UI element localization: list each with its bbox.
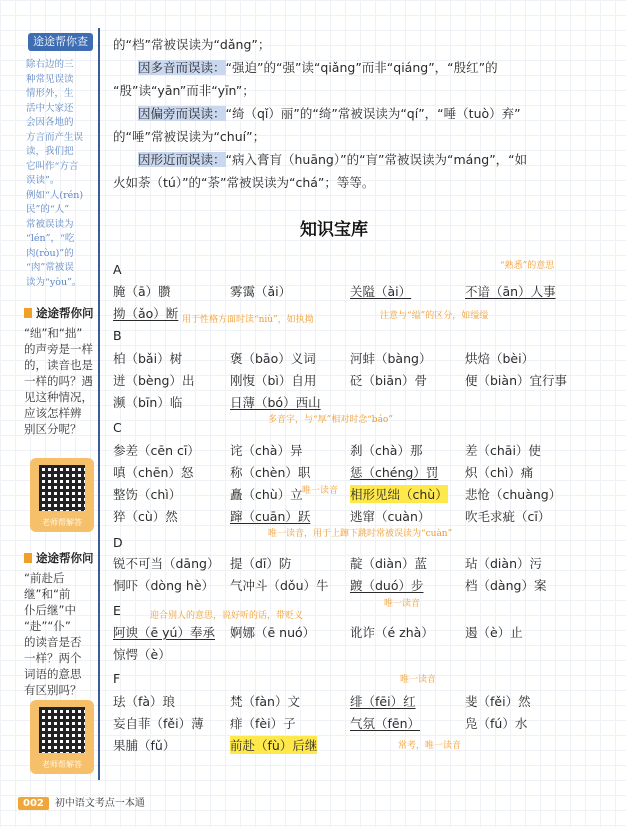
text-line: 除右边的三 [26, 59, 74, 70]
text-line: 的，读音也是 [24, 358, 93, 372]
text-line: 继”和“前 [24, 587, 71, 601]
word-entry: 阿谀（ē yú）奉承 [113, 625, 215, 640]
text-line: 种常见误读 [26, 73, 74, 85]
page-footer [18, 794, 145, 810]
book-title: 初中语文考点一本通 [54, 798, 145, 809]
text-line: 误读”。 [26, 175, 60, 186]
word-entry: 称（chèn）职 [230, 465, 311, 480]
annotation: 唯一读音 [400, 675, 437, 685]
word-entry: 讹诈（é zhà） [350, 625, 434, 640]
text-line: 别区分呢？ [24, 422, 82, 436]
word-entry: 惊愕（è） [113, 647, 171, 662]
annotation: 多音字，与“厚”相对时念“báo” [268, 415, 393, 425]
word-entry: 参差（cēn cī） [113, 443, 200, 458]
text-line: “赴”“仆” [24, 619, 71, 633]
intro-line: 因多音而误读：“强迫”的“强”读“qiǎng”而非“qiáng”，“殷红”的 [138, 60, 498, 75]
word-entry: 烘焙（bèi） [465, 351, 535, 366]
word-entry: 腌（ā）臜 [113, 284, 171, 299]
text-line: “lén”，“吃 [26, 233, 75, 244]
word-entry: 踱（duó）步 [350, 578, 424, 593]
section-letter: B [113, 328, 122, 343]
word-entry: 整饬（chì） [113, 487, 182, 502]
text-line: 情形外，生 [26, 88, 74, 99]
word-entry: 斐（fěi）然 [465, 694, 531, 709]
qr-caption: 老师帮解答 [42, 518, 82, 527]
word-entry: 不谙（ān）人事 [465, 284, 556, 299]
word-entry: 气冲斗（dǒu）牛 [230, 578, 329, 593]
sidebar-handwritten-note [26, 58, 96, 290]
annotation: 唯一读音 [302, 486, 339, 496]
flag-icon [24, 553, 32, 563]
word-entry: 锐不可当（dāng） [113, 556, 220, 571]
section-letter: C [113, 420, 122, 435]
text-line: 词语的意思 [24, 667, 82, 681]
word-entry: 褒（bāo）义词 [230, 351, 316, 366]
category-tag: 因偏旁而误读： [138, 106, 226, 121]
word-entry: 矗（chù）立 [230, 487, 303, 502]
qr-caption: 老师帮解答 [42, 760, 82, 769]
word-entry: 气氛（fēn） [350, 716, 421, 731]
intro-line: 火如荼（tú）”的“荼”常被误读为“chá”；等等。 [113, 175, 375, 190]
text-line: 仆后继”中 [24, 603, 76, 617]
word-entry: 相形见绌（chù） [350, 487, 448, 502]
word-entry: 吹毛求疵（cī） [465, 509, 551, 524]
word-entry: 诧（chà）异 [230, 443, 303, 458]
word-entry: 柏（bǎi）树 [113, 351, 183, 366]
word-entry: 河蚌（bàng） [350, 351, 432, 366]
text-line: 方言而产生误 [26, 131, 84, 143]
text-line: 的声旁是一样 [24, 342, 93, 356]
ask-box-1 [24, 305, 96, 437]
annotation: 常考，唯一读音 [398, 741, 462, 751]
word-entry: 凫（fú）水 [465, 716, 528, 731]
word-entry: 雾霭（ǎi） [230, 284, 292, 299]
word-entry: 惩（chéng）罚 [350, 465, 439, 480]
text-line: 的读音是否 [24, 635, 82, 649]
ask-question [24, 325, 96, 437]
intro-line: 的“唾”常被误读为“chuí”； [113, 129, 266, 144]
annotation: 唯一读音 [384, 599, 421, 609]
word-entry: 珐（fà）琅 [113, 694, 176, 709]
text-line: “绌”和“拙” [24, 326, 83, 340]
ask-question [24, 570, 96, 698]
text-line: 一样？两个 [24, 651, 82, 665]
text-line: 应该怎样辨 [24, 406, 82, 420]
word-entry: 悲怆（chuàng） [465, 487, 562, 502]
word-entry: 关隘（ài） [350, 284, 412, 299]
annotation: 注意与“缢”的区分，如缢缢 [380, 311, 489, 321]
annotation: 迎合别人的意思，说好听的话，带贬义 [150, 611, 304, 621]
text-line: “肉”常被误 [26, 262, 74, 273]
word-entry: 迸（bèng）出 [113, 373, 195, 388]
qr-code[interactable] [30, 458, 94, 532]
text-line: 例如“人(rén) [26, 189, 84, 201]
section-title: 知识宝库 [300, 220, 368, 240]
intro-line: “殷”读“yān”而非“yīn”； [113, 83, 255, 98]
page-number: 002 [18, 797, 49, 810]
qr-code-icon [39, 465, 85, 511]
word-entry: 砭（biān）骨 [350, 373, 427, 388]
text-line: 肉(ròu)”的 [26, 247, 74, 259]
category-tag: 因多音而误读： [138, 60, 226, 75]
text-line: 读为“yòu”。 [26, 276, 82, 288]
word-entry: 日薄（bó）西山 [230, 395, 321, 410]
flag-icon [24, 308, 32, 318]
annotation: 唯一读音，用于上蹿下跳时常被误读为“cuàn” [268, 529, 453, 539]
word-entry: 拗（ǎo）断 [113, 306, 179, 321]
word-entry: 前赴（fù）后继 [230, 738, 318, 753]
text-line: 民”的“人” [26, 204, 70, 215]
word-entry: 遏（è）止 [465, 625, 523, 640]
sidebar-divider [98, 28, 100, 780]
intro-line: 的“档”常被误读为“dǎng”； [113, 37, 271, 52]
text-line: 有区别吗？ [24, 683, 82, 697]
word-entry: 嗔（chēn）怒 [113, 465, 194, 480]
ask-box-2 [24, 550, 96, 698]
text-line: 见这种情况， [24, 390, 93, 404]
text-line: “前赴后 [24, 571, 65, 585]
word-entry: 差（chāi）使 [465, 443, 541, 458]
text-line: 常被误读为 [26, 218, 74, 230]
section-letter: E [113, 603, 121, 618]
section-letter: A [113, 262, 122, 277]
ask-title: 途途帮你问 [36, 306, 94, 320]
word-entry: 玷（diàn）污 [465, 556, 542, 571]
word-entry: 逃窜（cuàn） [350, 509, 431, 524]
word-entry: 蹿（cuān）跃 [230, 509, 311, 524]
text-line: 会因各地的 [26, 117, 74, 128]
annotation: 用于性格方面时读“niù”，如执拗 [182, 315, 314, 325]
word-entry: 靛（diàn）蓝 [350, 556, 427, 571]
word-entry: 果脯（fǔ） [113, 738, 176, 753]
word-entry: 刚愎（bì）自用 [230, 373, 317, 388]
word-entry: 猝（cù）然 [113, 509, 178, 524]
word-entry: 妄自菲（fěi）薄 [113, 716, 204, 731]
text-line: 读，我们把 [26, 146, 74, 157]
word-entry: 痱（fèi）子 [230, 716, 296, 731]
word-entry: 提（dī）防 [230, 556, 292, 571]
word-entry: 婀娜（ē nuó） [230, 625, 316, 640]
category-tag: 因形近而误读： [138, 152, 226, 167]
annotation: “熟悉”的意思 [500, 261, 555, 271]
word-entry: 恫吓（dòng hè） [113, 578, 215, 593]
sidebar-tag: 途途帮你查 [28, 33, 93, 51]
word-entry: 便（biàn）宜行事 [465, 373, 567, 388]
word-entry: 濒（bīn）临 [113, 395, 183, 410]
ask-title: 途途帮你问 [36, 551, 94, 565]
word-entry: 档（dàng）案 [465, 578, 547, 593]
text-line: 一样的吗？遇 [24, 374, 93, 388]
section-letter: F [113, 671, 121, 686]
word-entry: 绯（fēi）红 [350, 694, 416, 709]
text-line: 它叫作“方言 [26, 160, 79, 172]
text-line: 活中大家还 [26, 102, 74, 114]
word-entry: 梵（fàn）文 [230, 694, 300, 709]
qr-code-icon [39, 707, 85, 753]
section-letter: D [113, 535, 123, 550]
word-entry: 刹（chà）那 [350, 443, 423, 458]
intro-line: 因偏旁而误读：“绮（qǐ）丽”的“绮”常被误读为“qí”，“唾（tuò）弃” [138, 106, 521, 121]
word-entry: 炽（chì）痛 [465, 465, 534, 480]
intro-line: 因形近而误读：“病入膏肓（huāng）”的“肓”常被误读为“máng”，“如 [138, 152, 528, 167]
qr-code[interactable] [30, 700, 94, 774]
